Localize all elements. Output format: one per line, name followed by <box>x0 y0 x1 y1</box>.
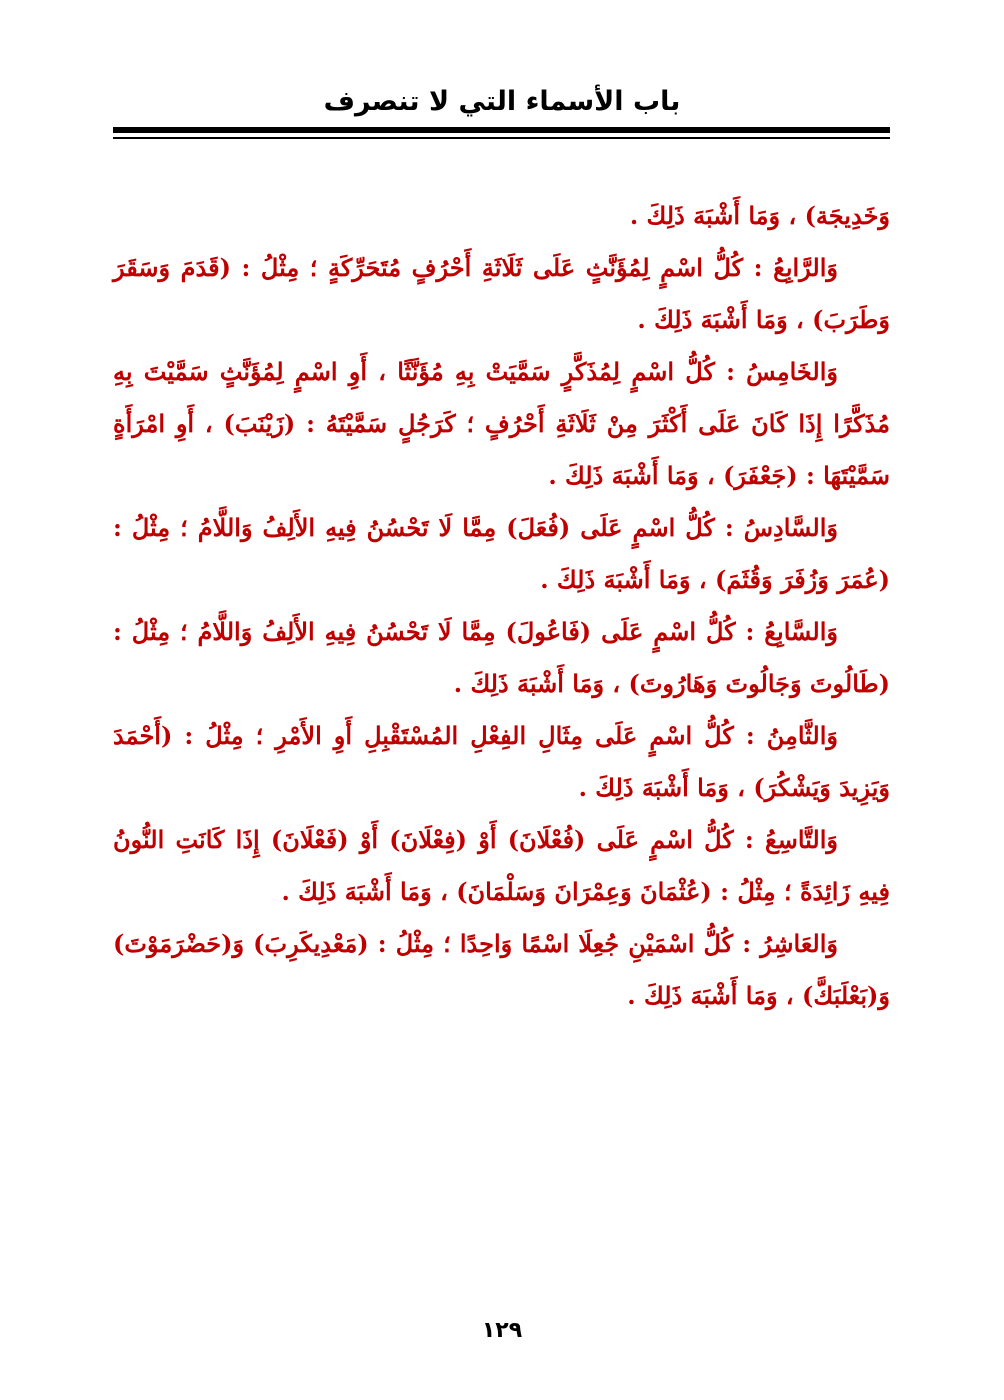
page-number: ١٢٩ <box>481 1318 523 1343</box>
page-title: باب الأسماء التي لا تنصرف <box>323 86 681 117</box>
paragraph-sixth: وَالسَّادِسُ : كُلُّ اسْمٍ عَلَى (فُعَلَ) مِمَّا لَا تَحْسُنُ فِيهِ الأَلِفُ وَاللَّامُ ؛ مِثْلُ : (عُمَرَ وَزُفَرَ وَقُثَمَ) ، وَمَا أَشْبَهَ ذَلِكَ . <box>113 513 890 594</box>
paragraph-seventh: وَالسَّابِعُ : كُلُّ اسْمٍ عَلَى (فَاعُولَ) مِمَّا لَا تَحْسُنُ فِيهِ الأَلِفُ وَاللَّامُ ؛ مِثْلُ : (طَالُوتَ وَجَالُوتَ وَهَارُوتَ) ، وَمَا أَشْبَهَ ذَلِكَ . <box>113 617 890 698</box>
paragraph-eighth: وَالثَّامِنُ : كُلُّ اسْمٍ عَلَى مِثَالِ الفِعْلِ المُسْتَقْبِلِ أَوِ الأَمْرِ ؛ مِثْلُ : (أَحْمَدَ وَيَزِيدَ وَيَشْكُرَ) ، وَمَا أَشْبَهَ ذَلِكَ . <box>113 721 890 802</box>
paragraph-tenth: وَالعَاشِرُ : كُلُّ اسْمَيْنِ جُعِلَا اسْمًا وَاحِدًا ؛ مِثْلُ : (مَعْدِيكَرِبَ) وَ(حَضْرَمَوْتَ) وَ(بَعْلَبَكَّ) ، وَمَا أَشْبَهَ ذَلِكَ . <box>113 929 890 1010</box>
paragraph-fifth: وَالخَامِسُ : كُلُّ اسْمٍ لِمُذَكَّرٍ سَمَّيَتْ بِهِ مُؤَنَّثًا ، أَوِ اسْمٍ لِمُؤَنَّثٍ سَمَّيْتَ بِهِ مُذَكَّرًا إِذَا كَانَ عَلَى أَكْثَرَ مِنْ ثَلَاثَةِ أَحْرُفٍ ؛ كَرَجُلٍ سَمَّيْتَهُ : (زَيْنَبَ) ، أَوِ امْرَأَةٍ سَمَّيْتَهَا : (جَعْفَرَ) ، وَمَا أَشْبَهَ ذَلِكَ . <box>113 357 890 490</box>
paragraph-continuation: وَخَدِيجَة) ، وَمَا أَشْبَهَ ذَلِكَ . <box>629 201 890 230</box>
header-rule-thick <box>113 127 890 133</box>
paragraph-ninth: وَالتَّاسِعُ : كُلُّ اسْمٍ عَلَى (فُعْلَانَ) أَوْ (فِعْلَانَ) أَوْ (فَعْلَانَ) إِذَا كَانَتِ النُّونُ فِيهِ زَائِدَةً ؛ مِثْلُ : (عُثْمَانَ وَعِمْرَانَ وَسَلْمَانَ) ، وَمَا أَشْبَهَ ذَلِكَ . <box>113 825 890 906</box>
paragraph-fourth: وَالرَّابِعُ : كُلُّ اسْمٍ لِمُؤَنَّثٍ عَلَى ثَلَاثَةِ أَحْرُفٍ مُتَحَرِّكَةٍ ؛ مِثْلُ : (قَدَمَ وَسَقَرَ وَطَرَبَ) ، وَمَا أَشْبَهَ ذَلِكَ . <box>113 253 890 334</box>
header-rule-thin <box>113 137 890 139</box>
page-body <box>113 190 890 1022</box>
